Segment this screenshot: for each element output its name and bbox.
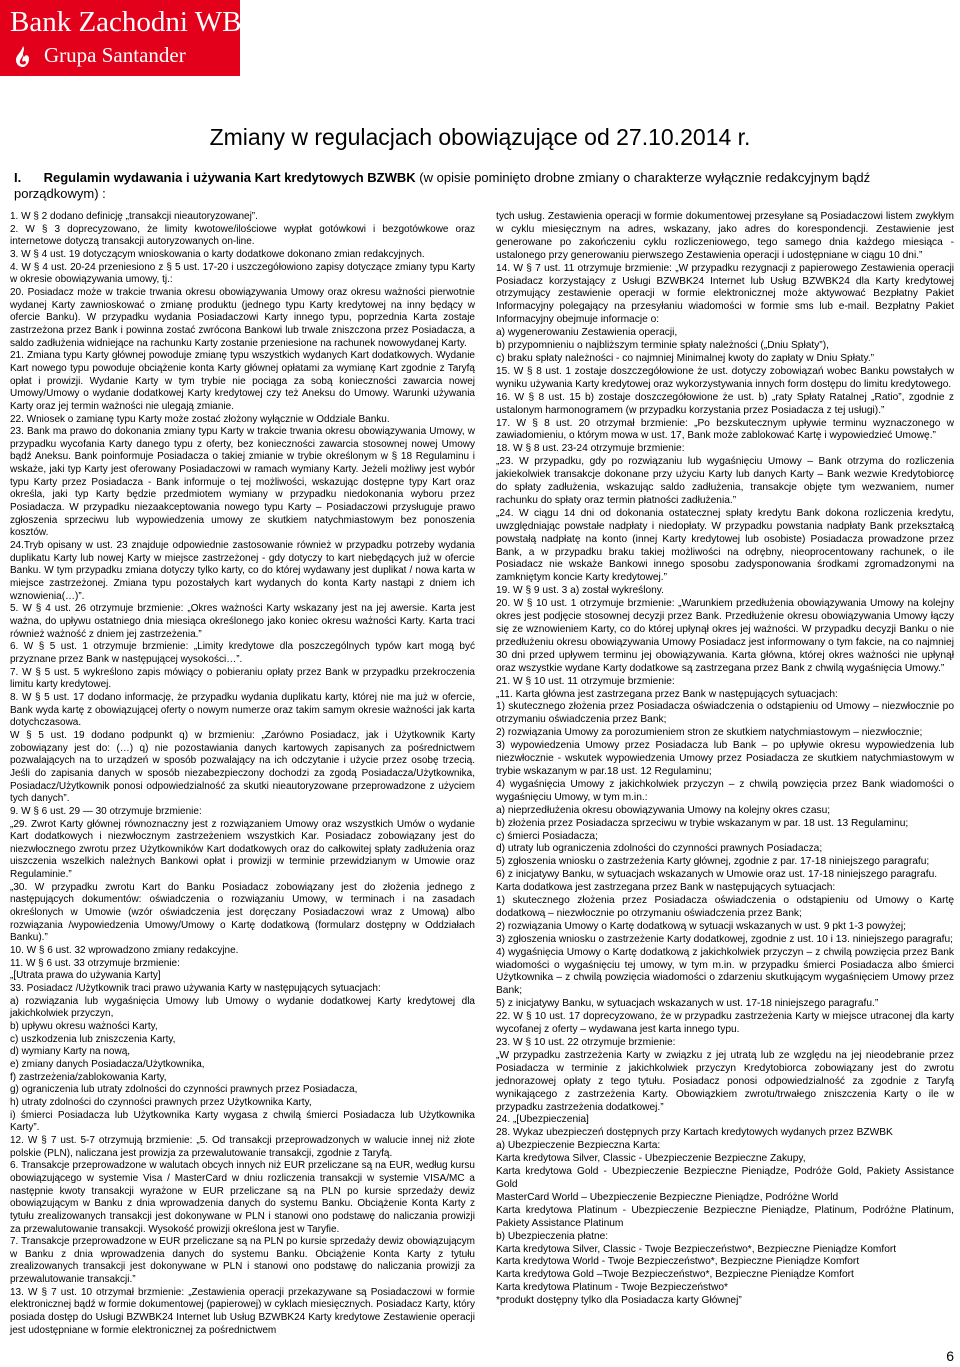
paragraph: 18. W § 8 ust. 23-24 otrzymuje brzmienie: <box>496 443 685 455</box>
paragraph: „[Utrata prawa do używania Karty] <box>10 970 161 982</box>
paragraph: 1) skutecznego złożenia przez Posiadacza oświadczenia o odstąpieniu od Umowy – niezwłocznie po otrzymaniu oświadczenia przez Bank; <box>496 701 954 726</box>
paragraph: 10. W § 6 ust. 32 wprowadzono zmiany redakcyjne. <box>10 945 239 957</box>
paragraph: Karta dodatkowa jest zastrzegana przez Bank w następujących sytuacjach: <box>496 882 836 894</box>
paragraph: 11. W § 6 ust. 33 otrzymuje brzmienie: <box>10 957 180 969</box>
paragraph: MasterCard World – Ubezpieczenie Bezpieczne Pieniądze, Podróżne World <box>496 1191 839 1203</box>
paragraph: d) wymiany Karty na nową, <box>10 1046 131 1058</box>
paragraph: 4. W § 4 ust. 20-24 przeniesiono z § 5 ust. 17-20 i uszczegółowiono zapisy dotyczące zmiany typu Karty w okresie obowiązywania umowy, tj.: <box>10 261 475 286</box>
paragraph: 3) zgłoszenia wniosku o zastrzeżenie Karty dodatkowej, zgodnie z ust. 10 i 13. niniejszego paragrafu; <box>496 933 953 945</box>
paragraph: Karta kredytowa Platinum - Twoje Bezpieczeństwo* <box>496 1282 728 1294</box>
paragraph: 9. W § 6 ust. 29 — 30 otrzymuje brzmienie: <box>10 805 202 817</box>
paragraph: 4) wygaśnięcia Umowy o Kartę dodatkową z jakichkolwiek przyczyn – z chwilą powzięcia przez Bank wiadomości o wygaśnięciu tej umowy, w tym m.in. w przypadku śmierci Posiadacza albo śmierci Użytkownika – z chwilą powzięcia wiadomości o zdarzeniu skutkującym wygaśnięciem Umowy przez Bank; <box>496 946 954 997</box>
paragraph: 4) wygaśnięcia Umowy z jakichkolwiek przyczyn – z chwilą powzięcia przez Bank wiadomości o wygaśnięciu Umowy, w tym m.in.: <box>496 778 954 803</box>
paragraph: Karta kredytowa World - Twoje Bezpieczeństwo*, Bezpieczne Pieniądze Komfort <box>496 1256 860 1268</box>
paragraph: 5. W § 4 ust. 26 otrzymuje brzmienie: „Okres ważności Karty wskazany jest na jej awersie. Karta jest ważna, do upływu ostatniego dnia miesiąca określonego jako koniec okresu ważności Karty. Karta traci również ważność z dniem jej zastrzeżenia.” <box>10 603 475 640</box>
paragraph: 7. Transakcje przeprowadzone w EUR przeliczane są na PLN po kursie sprzedaży dewiz obowiązującym w Banku z dnia wprowadzenia danych do systemu Banku. Obciążenie Konta Karty z tytułu zrealizowanych transakcji jest dokonywane w PLN i stanowi ono podstawę do naliczania prowizji za przewalutowanie transakcji.” <box>10 1236 475 1286</box>
paragraph: 5) z inicjatywy Banku, w sytuacjach wskazanych w ust. 17-18 niniejszego paragrafu.” <box>496 998 879 1010</box>
paragraph: a) nieprzedłużenia okresu obowiązywania Umowy na kolejny okres czasu; <box>496 804 831 816</box>
paragraph: „23. W przypadku, gdy po rozwiązaniu lub wygaśnięciu Umowy – Bank otrzyma do rozliczenia jakiekolwiek transakcje dokonane przy użyciu Karty lub danych Karty – Bank wezwie Kredytobiorcę do spłaty zadłużenia, wskazując saldo zadłużenia, transakcje objęte tym wezwaniem, numer rachunku do spłaty oraz termin płatności zadłużenia.” <box>496 456 954 506</box>
section-number: I. <box>14 170 22 185</box>
paragraph: 20. Posiadacz może w trakcie trwania okresu obowiązywania Umowy oraz okresu ważności pierwotnie wydanej Karty zawnioskować o zmianę produktu (jednego typu Karty kredytowej na inny będący w ofercie Banku). W przypadku wydania Posiadaczowi Karty innego typu, poprzednia Karta zostaje zastrzeżona przez Bank i powinna zostać zwrócona Bankowi lub trwale zniszczona przez Posiadacza, a saldo zadłużenia widniejące na rachunku Karty zostanie przeniesione na rachunek nowowydanej Karty. <box>10 286 475 349</box>
paragraph: tych usług. Zestawienia operacji w formie dokumentowej przesyłane są Posiadaczowi listem zwykłym w cyklu miesięcznym na adres, wskazany, jako adres do korespondencji. Zestawienie jest generowane po zakończeniu cyklu rozliczeniowego, tego samego dnia każdego miesiąca - ustalonego przy generowaniu pierwszego Zestawienia operacji i udostępniane w ciągu 10 dni.” <box>496 211 954 261</box>
paragraph: 20. W § 10 ust. 1 otrzymuje brzmienie: „Warunkiem przedłużenia obowiązywania Umowy na kolejny okres jest podjęcie stosownej decyzji przez Bank. Przedłużenie okresu obowiązywania Umowy łączy się ze wznowieniem Karty, co do której upłynął okres jej ważności. W przypadku decyzji Banku o nie przedłużeniu okresu obowiązywania Umowy Posiadacz jest informowany o tym fakcie, na co najmniej 30 dni przed upływem terminu jej obowiązywania. Karta główna, której okres ważności nie upłynął oraz wszystkie wydane Karty dodatkowe są zastrzegana przez Bank z chwilą wygaśnięcia Umowy.” <box>496 598 954 674</box>
paragraph: „30. W przypadku zwrotu Kart do Banku Posiadacz zobowiązany jest do złożenia jednego z następujących dokumentów: oświadczenia o rozwiązaniu Umowy, w terminach i na zasadach określonych w Umowie (wzór oświadczenia jest doręczany Posiadaczowi wraz z Umową) albo rozwiązania /wypowiedzenia Umowy/Umowy o Kartę dodatkową (formularz dostępny w Oddziałach Banku).” <box>10 881 475 944</box>
paragraph: „29. Zwrot Karty głównej równoznaczny jest z rozwiązaniem Umowy oraz wszystkich Umów o wydanie Kart dodatkowych i niezwłocznym zastrzeżeniem wszystkich Kar. Posiadacz zobowiązany jest do niezwłocznego zwrotu przez Użytkowników Kart dodatkowych oraz do całkowitej spłaty zadłużenia oraz uiszczenia wszelkich należnych Bankowi opłat i prowizji w terminie przewidzianym w Umowie oraz Regulaminie.” <box>10 818 475 881</box>
paragraph: 24.Tryb opisany w ust. 23 znajduje odpowiednie zastosowanie również w przypadku potrzeby wydania duplikatu Karty lub nowej Karty w miejsce zastrzeżonej - gdy dotyczy to kart niebędących już w ofercie Banku. W tym przypadku zmiana dotyczy tylko karty, co do której wydawany jest duplikat / nowa karta w miejsce zastrzeżonej. Zmiana typu pozostałych kart wydanych do konta Karty nastąpi z dniem ich wznowienia(…)”. <box>10 540 475 602</box>
paragraph: 12. W § 7 ust. 5-7 otrzymują brzmienie: „5. Od transakcji przeprowadzonych w walucie innej niż złote polskie (PLN), naliczana jest prowizja za przewalutowanie transakcji, zgodnie z Taryfą. <box>10 1134 475 1159</box>
paragraph: 3. W § 4 ust. 19 dotyczącym wnioskowania o karty dodatkowe dokonano zmian redakcyjnych. <box>10 248 425 260</box>
section-subtitle: (w opisie pominięto drobne zmiany o charakterze wyłącznie redakcyjnym bądź porządkowym) : <box>14 170 871 201</box>
paragraph: 2) rozwiązania Umowy za porozumieniem stron ze skutkiem natychmiastowym – niezwłocznie; <box>496 727 923 739</box>
paragraph: i) śmierci Posiadacza lub Użytkownika Karty wygasa z chwilą śmierci Posiadacza lub Użytkownika Karty”. <box>10 1109 475 1134</box>
santander-flame-icon <box>12 44 34 68</box>
section-heading <box>14 170 944 202</box>
paragraph: 22. Wniosek o zamianę typu Karty może zostać złożony wyłącznie w Oddziale Banku. <box>10 413 390 425</box>
paragraph: Karta kredytowa Silver, Classic - Ubezpieczenie Bezpieczne Zakupy, <box>496 1153 806 1165</box>
paragraph: 21. W § 10 ust. 11 otrzymuje brzmienie: <box>496 675 675 687</box>
paragraph: b) przypomnieniu o najbliższym terminie spłaty należności („Dniu Spłaty”), <box>496 340 829 352</box>
paragraph: W § 5 ust. 19 dodano podpunkt q) w brzmieniu: „Zarówno Posiadacz, jak i Użytkownik Karty zobowiązany jest do: (…) q) nie pozostawiania danych kartowych zapisanych za pośrednictwem pozwalających na to urządzeń w sposób pozwalający na ich odczytanie i użycie przez osobę trzecią. Jeśli do zapisania danych w sposób niezabezpieczony dochodzi za zgodą Posiadacza/Użytkownika, Posiadacz/Użytkownik ponosi odpowiedzialność za skutki nieautoryzowane przeprowadzone z użyciem tych danych”. <box>10 729 475 805</box>
paragraph: 5) zgłoszenia wniosku o zastrzeżenia Karty głównej, zgodnie z par. 17-18 niniejszego paragrafu; <box>496 856 930 868</box>
paragraph: 13. W § 7 ust. 10 otrzymał brzmienie: „Zestawienia operacji przekazywane są Posiadaczowi w formie elektronicznej bądź w formie dokumentowej (papierowej) w cyklach miesięcznych. Posiadacz Karty, który posiada dostęp do Usługi BZWBK24 Internet lub Usług BZWBK24 Karty kredytowe Zestawienie operacji jest udostępniane w formie elektronicznej za pośrednictwem <box>10 1286 475 1336</box>
paragraph: 24. „[Ubezpieczenia] <box>496 1114 589 1126</box>
paragraph: 15. W § 8 ust. 1 zostaje doszczegółowione że ust. dotyczy zobowiązań wobec Banku powstałych w wyniku używania Karty kredytowej oraz wykorzystywania innych form dostępu do limitu kredytowego. <box>496 365 954 390</box>
paragraph: 19. W § 9 ust. 3 a) został wykreślony. <box>496 585 664 597</box>
paragraph: c) uszkodzenia lub zniszczenia Karty, <box>10 1033 176 1045</box>
paragraph: 14. W § 7 ust. 11 otrzymuje brzmienie: „W przypadku rezygnacji z papierowego Zestawienia operacji Posiadacz korzystający z Usługi BZWBK24 Internet lub Usług BZWBK24 dla Karty kredytowej otrzymujący zestawienie operacji w formie elektronicznej może aktywować Bezpłatny Pakiet Informacyjny polegający na przesyłaniu wiadomości w formie sms lub e-mail. Bezpłatny Pakiet Informacyjny obejmuje informacje o: <box>496 262 954 326</box>
group-logo-text: Grupa Santander <box>44 43 186 67</box>
paragraph: a) rozwiązania lub wygaśnięcia Umowy lub Umowy o wydanie dodatkowej Karty kredytowej dla jakichkolwiek przyczyn, <box>10 995 475 1020</box>
paragraph: c) śmierci Posiadacza; <box>496 830 598 842</box>
paragraph: 6. Transakcje przeprowadzone w walutach obcych innych niż EUR przeliczane są na EUR, według kursu obowiązującego w systemie Visa / MasterCard w dniu rozliczenia transakcji w systemie VISA/MC a następnie kwoty transakcji wyrażone w EUR przeliczane są na PLN po kursie sprzedaży dewiz obowiązującym w Banku z dnia wprowadzenia danych do systemu Banku. Obciążenie Konta Karty z tytułu zrealizowanych transakcji jest dokonywane w PLN i stanowi ono podstawę do naliczania prowizji za przewalutowanie transakcji. Wysokość prowizji określona jest w Taryfie. <box>10 1160 475 1235</box>
paragraph: „W przypadku zastrzeżenia Karty w związku z jej utratą lub ze względu na jej nieodebranie przez Posiadacza w terminie z jakichkolwiek przyczyn Kredytobiorca zobowiązany jest do zwrotu jednorazowej opłaty z tego tytułu. Posiadacz ponosi odpowiedzialność za zgodnie z Taryfą wynikającego z zastrzeżenia Karty. Obowiązkiem zwrotu/trwałego zniszczenia Karty o ile w przypadku zastrzeżenia dodatkowej.” <box>496 1049 954 1113</box>
paragraph: 22. W § 10 ust. 17 doprecyzowano, że w przypadku zastrzeżenia Karty w miejsce utraconej dla karty wycofanej z oferty – wydawana jest karta innego typu. <box>496 1011 954 1036</box>
paragraph: 23. W § 10 ust. 22 otrzymuje brzmienie: <box>496 1037 676 1048</box>
left-column <box>10 211 475 1337</box>
paragraph: 6) z inicjatywy Banku, w sytuacjach wskazanych w Umowie oraz ust. 17-18 niniejszego paragrafu. <box>496 869 938 881</box>
page-title: Zmiany w regulacjach obowiązujące od 27.10.2014 r. <box>209 124 751 150</box>
paragraph: h) utraty zdolności do czynności prawnych przez Użytkownika Karty, <box>10 1096 312 1108</box>
paragraph: Karta kredytowa Platinum - Ubezpieczenie Bezpieczne Pieniądze, Platinum, Podróżne Platinum, Pakiety Assistance Platinum <box>496 1204 954 1229</box>
paragraph: *produkt dostępny tylko dla Posiadacza karty Głównej” <box>496 1295 742 1307</box>
paragraph: b) złożenia przez Posiadacza sprzeciwu w trybie wskazanym w par. 18 ust. 13 Regulaminu; <box>496 817 909 829</box>
page-number: 6 <box>946 1348 954 1364</box>
paragraph: 3) wypowiedzenia Umowy przez Posiadacza lub Bank – po upływie okresu wypowiedzenia lub niezwłocznie - wskutek wypowiedzenia Umowy przez Posiadacza ze skutkiem natychmiastowym w trybie wskazanym w par.18 ust. 12 Regulaminu; <box>496 740 954 777</box>
paragraph: d) utraty lub ograniczenia zdolności do czynności prawnych Posiadacza; <box>496 843 823 855</box>
paragraph: a) wygenerowaniu Zestawienia operacji, <box>496 327 678 339</box>
paragraph: f) zastrzeżenia/zablokowania Karty, <box>10 1071 167 1083</box>
paragraph: Karta kredytowa Silver, Classic - Twoje Bezpieczeństwo*, Bezpieczne Pieniądze Komfort <box>496 1243 897 1255</box>
right-column <box>496 211 954 1308</box>
paragraph: 1) skutecznego złożenia przez Posiadacza oświadczenia o odstąpieniu od Umowy o Kartę dodatkową – niezwłocznie po otrzymaniu oświadczenia przez Bank; <box>496 895 954 919</box>
paragraph: 2. W § 3 doprecyzowano, że limity kwotowe/ilościowe wypłat gotówkowi i bezgotówkowe oraz internetowe dotyczą transakcji autoryzowanych on-line. <box>10 223 475 248</box>
paragraph: 17. W § 8 ust. 20 otrzymał brzmienie: „Po bezskutecznym upływie terminu wyznaczonego w zawiadomieniu, o którym mowa w ust. 17, Bank może zablokować Kartę i wypowiedzieć Umowę.” <box>496 417 954 442</box>
paragraph: a) Ubezpieczenie Bezpieczna Karta: <box>496 1140 661 1152</box>
paragraph: 2) rozwiązania Umowy o Kartę dodatkową w sytuacji wskazanych w ust. 9 pkt 1-3 powyżej; <box>496 920 906 932</box>
paragraph: 8. W § 5 ust. 17 dodano informację, że przypadku wydania duplikatu karty, której nie ma już w ofercie, Bank wyda kartę z obowiązującej oferty o nowym numerze oraz takim samym okresie ważności jak karta dotychczasowa. <box>10 691 475 729</box>
paragraph: Karta kredytowa Gold –Twoje Bezpieczeństwo*, Bezpieczne Pieniądze Komfort <box>496 1269 854 1281</box>
paragraph: 33. Posiadacz /Użytkownik traci prawo używania Karty w następujących sytuacjach: <box>10 983 381 995</box>
paragraph: g) ograniczenia lub utraty zdolności do czynności prawnych przez Posiadacza, <box>10 1084 358 1096</box>
paragraph: Karta kredytowa Gold - Ubezpieczenie Bezpieczne Pieniądze, Podróże Gold, Pakiety Assistance Gold <box>496 1166 954 1190</box>
paragraph: 1. W § 2 dodano definicję „transakcji nieautoryzowanej”. <box>10 211 258 222</box>
paragraph: 21. Zmiana typu Karty głównej powoduje zmianę typu wszystkich wydanych Kart dodatkowych. Wydanie Kart nowego typu powoduje obciążenie konta Karty głównej opłatami za wymianę Kart zgodnie z Taryfą opłat i prowizji. Wydanie Karty w tym trybie nie pociąga za sobą konieczności zawarcia nowej Umowy/Umowy o wydanie dodatkowej Karty kredytowej czy też Aneksu do Umowy. Warunki używania Karty oraz jej termin ważności nie ulegają zmianie. <box>10 350 475 412</box>
section-title: Regulamin wydawania i używania Kart kredytowych BZWBK <box>43 170 416 185</box>
brand-header <box>0 0 263 76</box>
paragraph: 28. Wykaz ubezpieczeń dostępnych przy Kartach kredytowych wydanych przez BZWBK <box>496 1127 893 1139</box>
paragraph: b) Ubezpieczenia płatne: <box>496 1230 609 1242</box>
paragraph: b) upływu okresu ważności Karty, <box>10 1021 158 1032</box>
paragraph: e) zmiany danych Posiadacza/Użytkownika, <box>10 1058 205 1070</box>
bank-logo-text: Bank Zachodni WBK <box>10 6 263 38</box>
paragraph: 23. Bank ma prawo do dokonania zmiany typu Karty w trakcie trwania okresu obowiązywania Umowy, w przypadku wycofania Karty danego typu z oferty, bez konieczności zawarcia stosownej nowej Umowy bądź Aneksu. Bank poinformuje Posiadacza o takiej zmianie w trybie określonym w § 18 Regulaminu i wskaże, jaki typ Karty jest oferowany Posiadaczowi w ramach wymiany Karty. Jeżeli możliwy jest wybór typu Karty przez Posiadacza - Bank informuje o tej możliwości, wskazując dostępne typy Kart oraz określa, jaki typ Karty będzie przedmiotem wymiany w przypadku niedokonania wyboru przez Posiadacza. W przypadku niezaakceptowania nowego typu Karty – Posiadaczowi przysługuje prawo zgłoszenia sprzeciwu lub wypowiedzenia umowy ze skutkiem natychmiastowym bez ponoszenia kosztów. <box>10 426 475 539</box>
paragraph: 7. W § 5 ust. 5 wykreślono zapis mówiący o pobieraniu opłaty przez Bank w przypadku przekroczenia limitu karty kredytowej. <box>10 666 475 691</box>
paragraph: c) braku spłaty należności - co najmniej Minimalnej kwoty do zapłaty w Dniu Spłaty.” <box>496 352 875 364</box>
paragraph: 16. W § 8 ust. 15 b) zostaje doszczegółowione że ust. b) „raty Spłaty Ratalnej „Ratio”, zgodnie z ustalonym harmonogramem (w przypadku korzystania przez Posiadacza z tej usługi).” <box>496 391 954 416</box>
paragraph: 6. W § 5 ust. 1 otrzymuje brzmienie: „Limity kredytowe dla poszczególnych typów kart mogą być przyznane przez Bank w następującej wysokości…”. <box>10 641 475 665</box>
paragraph: „24. W ciągu 14 dni od dokonania ostatecznej spłaty kredytu Bank dokona rozliczenia kredytu, uwzględniając powstałe nadpłaty i niedopłaty. W przypadku powstania nadpłaty Bank przekształcą powstałą nadpłatę na konto (innej Karty kredytowej lub osobiste) Posiadacza prowadzone przez Bank, a w przypadku braku takiej możliwości na odrębny, nieoprocentowany rachunek, o ile Posiadacz nie wskaże Bankowi innego sposobu zadysponowania środkami zgromadzonymi na zamkniętym koncie Karty kredytowej.” <box>496 507 954 584</box>
paragraph: „11. Karta główna jest zastrzegana przez Bank w następujących sytuacjach: <box>496 688 838 700</box>
